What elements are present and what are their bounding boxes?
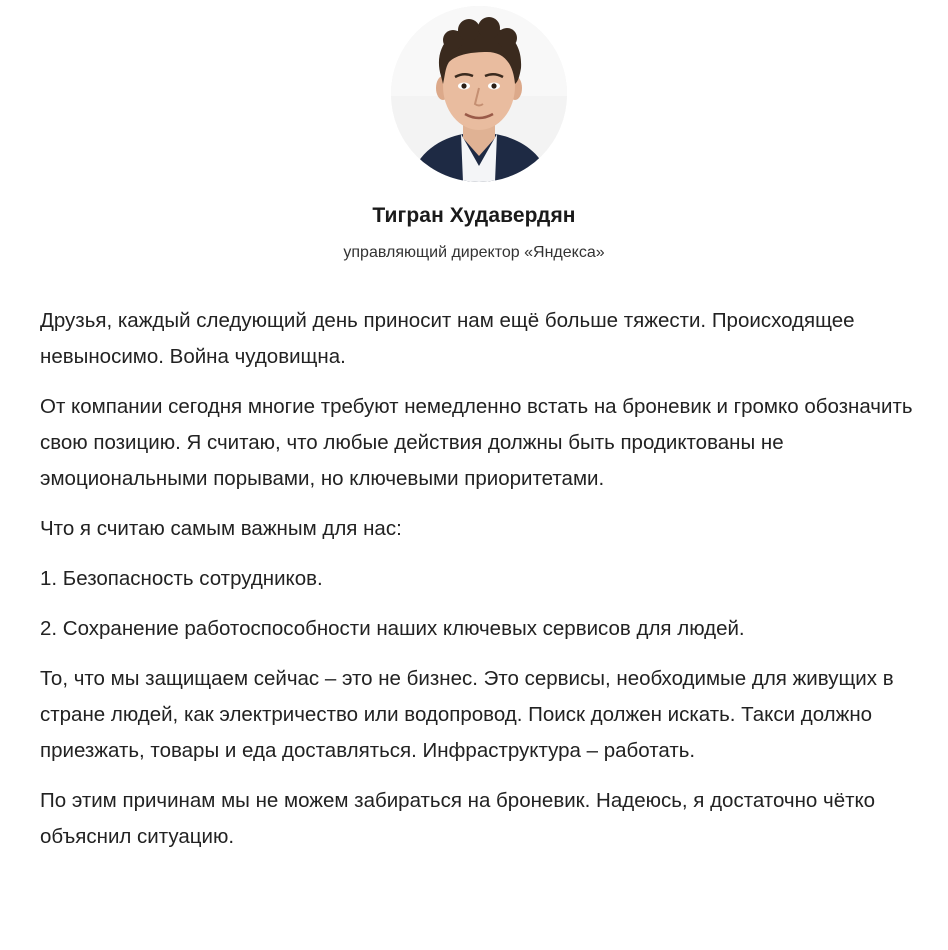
paragraph: От компании сегодня многие требуют немедленно встать на броневик и громко обозначить свою позицию. Я считаю, что любые действия должны быть продиктованы не эмоциональными порывами, но ключевыми приоритетами. — [40, 395, 913, 490]
paragraph: Что я считаю самым важным для нас: — [40, 517, 402, 540]
list-item-1: 1. Безопасность сотрудников. — [40, 567, 323, 590]
avatar — [391, 6, 567, 182]
article-body — [40, 303, 920, 869]
author-name: Тигран Худавердян — [372, 204, 576, 227]
author-photo — [391, 6, 567, 182]
paragraph: То, что мы защищаем сейчас – это не бизнес. Это сервисы, необходимые для живущих в стране людей, как электричество или водопровод. Поиск должен искать. Такси должно приезжать, товары и еда доставляться. Инфраструктура – работать. — [40, 667, 894, 762]
paragraph: По этим причинам мы не можем забираться на броневик. Надеюсь, я достаточно чётко объяснил ситуацию. — [40, 789, 876, 848]
paragraph: Друзья, каждый следующий день приносит нам ещё больше тяжести. Происходящее невыносимо. Война чудовищна. — [40, 309, 855, 368]
author-role: управляющий директор «Яндекса» — [343, 244, 605, 261]
list-item-2: 2. Сохранение работоспособности наших ключевых сервисов для людей. — [40, 617, 745, 640]
